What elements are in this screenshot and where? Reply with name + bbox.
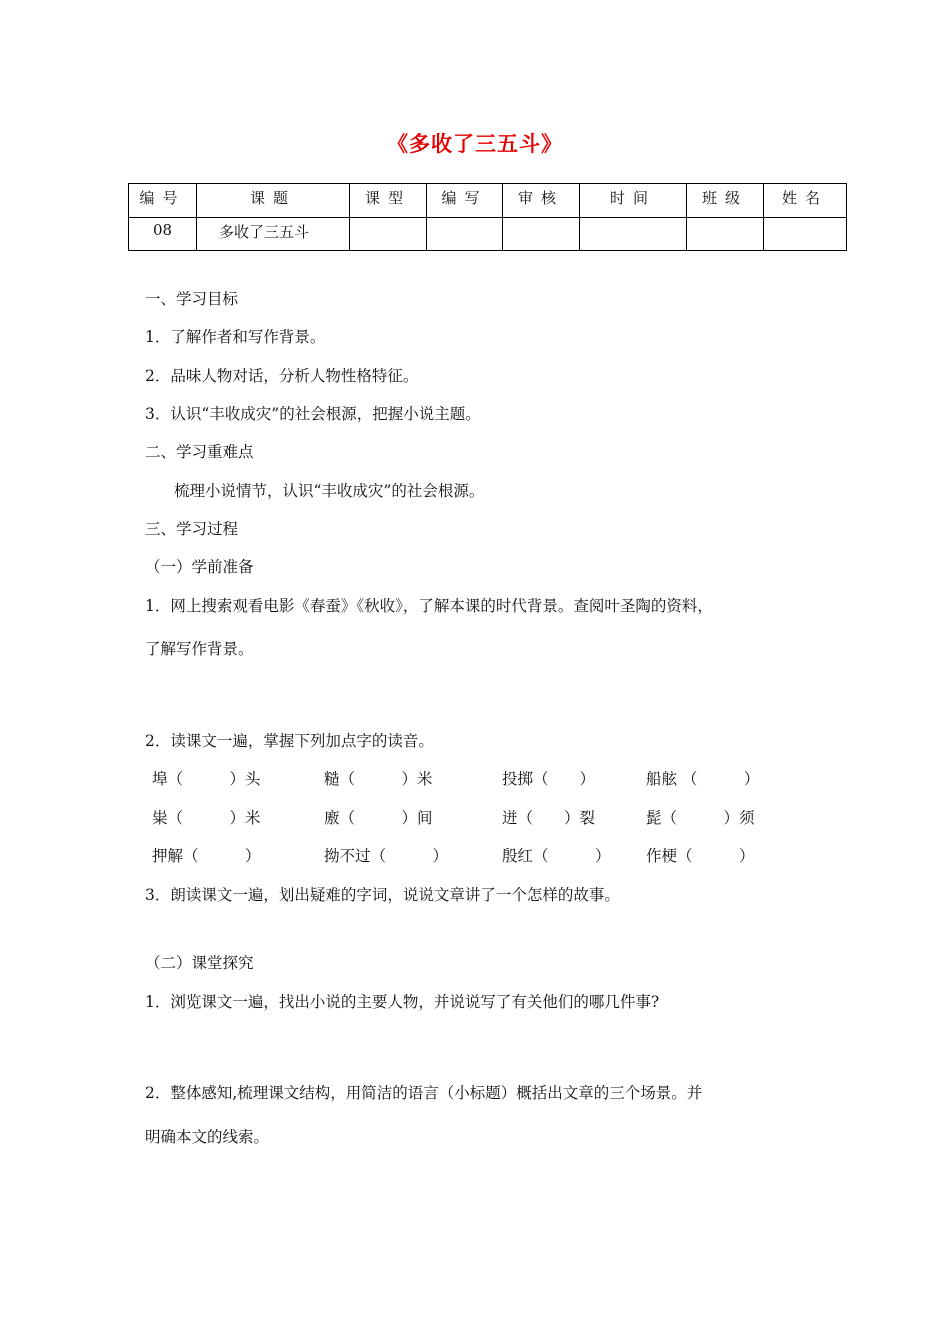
- question-text: 1．浏览课文一遍，找出小说的主要人物，并说说写了有关他们的哪几件事?: [145, 993, 660, 1011]
- section-heading: 一、学习目标: [145, 290, 239, 308]
- section-heading: 二、学习重难点: [145, 443, 254, 461]
- table-cell: [350, 218, 427, 251]
- pinyin-item: 迸（ ）裂: [502, 809, 596, 827]
- subsection-heading: （二）课堂探究: [145, 954, 254, 972]
- pinyin-item: 埠（ ）头: [152, 770, 261, 788]
- pinyin-item: 廒（ ）间: [324, 809, 433, 827]
- section-heading: 三、学习过程: [145, 520, 239, 538]
- table-header-row: [129, 184, 847, 218]
- question-text: 了解写作背景。: [145, 640, 254, 658]
- subsection-heading: （一）学前准备: [145, 558, 254, 576]
- pinyin-item: 拗不过（ ）: [324, 847, 449, 865]
- header-cell: 编号: [129, 184, 197, 218]
- pinyin-item: 作梗（ ）: [646, 847, 755, 865]
- header-cell: 编写: [427, 184, 503, 218]
- pinyin-item: 粜（ ）米: [152, 809, 261, 827]
- table-cell: 多收了三五斗: [197, 218, 350, 251]
- table-cell: 08: [129, 218, 197, 251]
- question-text: 明确本文的线索。: [145, 1128, 270, 1146]
- objective-item: 2．品味人物对话，分析人物性格特征。: [145, 367, 419, 385]
- pinyin-item: 殷红（ ）: [502, 847, 611, 865]
- table-cell: [427, 218, 503, 251]
- table-cell: [580, 218, 687, 251]
- question-text: 2．整体感知,梳理课文结构，用简洁的语言（小标题）概括出文章的三个场景。并: [145, 1084, 703, 1102]
- objective-item: 1．了解作者和写作背景。: [145, 328, 326, 346]
- objective-item: 3．认识“丰收成灾”的社会根源，把握小说主题。: [145, 405, 481, 423]
- header-cell: 时间: [580, 184, 687, 218]
- pinyin-item: 髭（ ）须: [646, 809, 755, 827]
- question-text: 2．读课文一遍，掌握下列加点字的读音。: [145, 732, 434, 750]
- table-cell: [503, 218, 580, 251]
- header-cell: 课型: [350, 184, 427, 218]
- table-cell: [687, 218, 764, 251]
- header-cell: 姓名: [764, 184, 847, 218]
- header-cell: 班级: [687, 184, 764, 218]
- key-point: 梳理小说情节，认识“丰收成灾”的社会根源。: [174, 482, 485, 500]
- table-cell: [764, 218, 847, 251]
- header-cell: 课题: [197, 184, 350, 218]
- info-table: [128, 183, 847, 251]
- header-cell: 审核: [503, 184, 580, 218]
- question-text: 3．朗读课文一遍，划出疑难的字词，说说文章讲了一个怎样的故事。: [145, 886, 620, 904]
- question-text: 1．网上搜索观看电影《春蚕》《秋收》，了解本课的时代背景。查阅叶圣陶的资料，: [145, 597, 713, 615]
- pinyin-item: 糙（ ）米: [324, 770, 433, 788]
- pinyin-item: 船舷 （ ）: [646, 770, 760, 788]
- pinyin-item: 押解（ ）: [152, 847, 261, 865]
- pinyin-item: 投掷（ ）: [502, 770, 596, 788]
- table-row: [129, 218, 847, 251]
- page-title: 《多收了三五斗》: [387, 131, 563, 156]
